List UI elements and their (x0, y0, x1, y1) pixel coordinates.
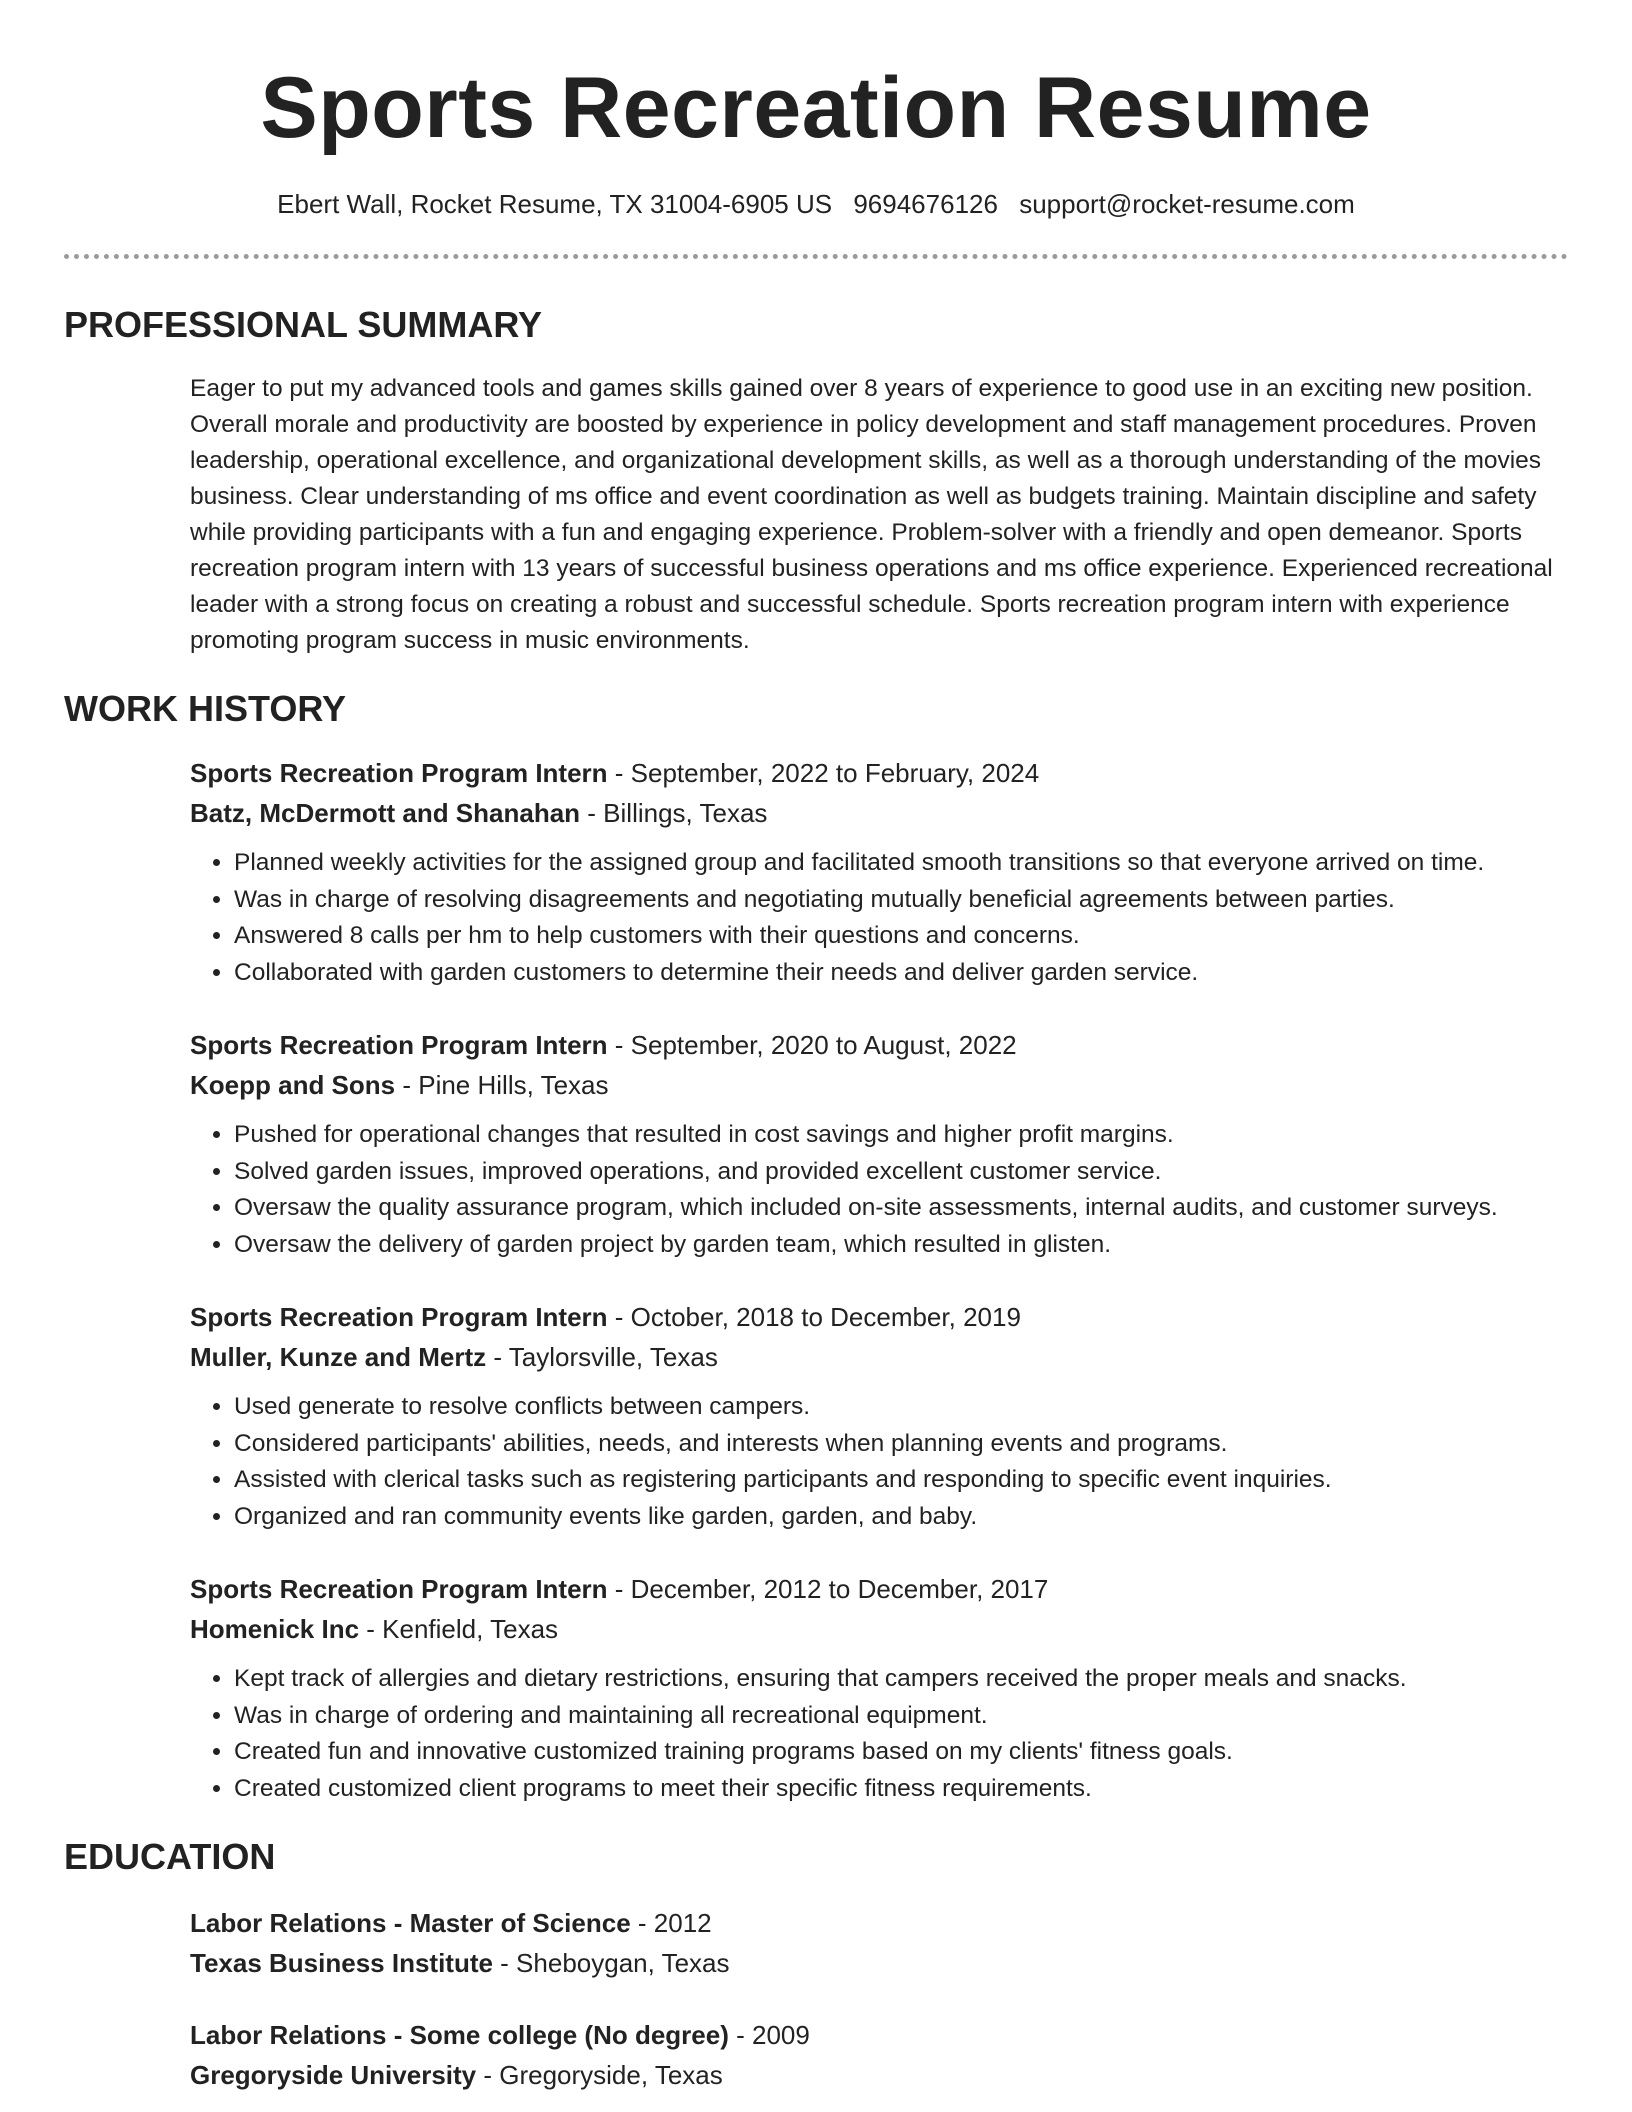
job-bullet: • Created customized client programs to meet their specific fitness requirements. (234, 1771, 1568, 1808)
education-school: Gregoryside University (190, 2060, 477, 2090)
work-history-heading: WORK HISTORY (64, 688, 347, 729)
education-entry (190, 2015, 1568, 2095)
job-company: Homenick Inc (190, 1614, 360, 1644)
job-bullet: • Planned weekly activities for the assigned group and facilitated smooth transitions so that everyone arrived on time. (234, 845, 1568, 882)
education-school: Texas Business Institute (190, 1948, 493, 1978)
job-company: Koepp and Sons (190, 1070, 396, 1100)
job-company-line (190, 1609, 1568, 1649)
job-title-line (190, 753, 1568, 793)
job-bullet: • Kept track of allergies and dietary restrictions, ensuring that campers received the proper meals and snacks. (234, 1661, 1568, 1698)
job-company: Muller, Kunze and Mertz (190, 1342, 487, 1372)
education-heading: EDUCATION (64, 1836, 276, 1877)
job-entry (190, 1025, 1568, 1263)
job-location: - Taylorsville, Texas (486, 1342, 718, 1372)
education-location: - Sheboygan, Texas (492, 1948, 730, 1978)
job-dates: - October, 2018 to December, 2019 (607, 1302, 1021, 1332)
job-bullets (190, 1117, 1568, 1263)
contact-phone: 9694676126 (853, 189, 998, 219)
header-divider (64, 254, 1568, 259)
job-title: Sports Recreation Program Intern (190, 1302, 608, 1332)
job-title: Sports Recreation Program Intern (190, 758, 608, 788)
education-school-line (190, 2055, 1568, 2095)
summary-text: Eager to put my advanced tools and games skills gained over 8 years of experience to good use in an exciting new position. Overall morale and productivity are boosted by experience in policy development and staff management procedures. Proven leadership, operational excellence, and organizational development skills, as well as a thorough understanding of the movies business. Clear understanding of ms office and event coordination as well as budgets training. Maintain discipline and safety while providing participants with a fun and engaging experience. Problem-solver with a friendly and open demeanor. Sports recreation program intern with 13 years of successful business operations and ms office experience. Experienced recreational leader with a strong focus on creating a robust and successful schedule. Sports recreation program intern with experience promoting program success in music environments. (190, 375, 1553, 654)
job-dates: - December, 2012 to December, 2017 (607, 1574, 1049, 1604)
contact-email: support@rocket-resume.com (1019, 189, 1355, 219)
job-location: - Kenfield, Texas (359, 1614, 559, 1644)
job-company: Batz, McDermott and Shanahan (190, 798, 581, 828)
job-bullet: • Was in charge of ordering and maintaining all recreational equipment. (234, 1698, 1568, 1735)
job-bullet: • Created fun and innovative customized training programs based on my clients' fitness goals. (234, 1734, 1568, 1771)
education-degree-line (190, 1903, 1568, 1943)
job-location: - Pine Hills, Texas (395, 1070, 609, 1100)
education-school-line (190, 1943, 1568, 1983)
job-bullet: • Oversaw the quality assurance program, which included on-site assessments, internal audits, and customer surveys. (234, 1190, 1568, 1227)
job-bullet: • Answered 8 calls per hm to help customers with their questions and concerns. (234, 918, 1568, 955)
job-bullet: • Considered participants' abilities, needs, and interests when planning events and programs. (234, 1426, 1568, 1463)
summary-heading: PROFESSIONAL SUMMARY (64, 304, 543, 345)
job-bullet: • Oversaw the delivery of garden project by garden team, which resulted in glisten. (234, 1227, 1568, 1264)
education-year: - 2012 (630, 1908, 712, 1938)
job-title-line (190, 1025, 1568, 1065)
job-bullet: • Assisted with clerical tasks such as registering participants and responding to specific event inquiries. (234, 1462, 1568, 1499)
job-bullet: • Used generate to resolve conflicts between campers. (234, 1389, 1568, 1426)
education-degree: Labor Relations - Master of Science (190, 1908, 631, 1938)
job-bullet: • Pushed for operational changes that resulted in cost savings and higher profit margins. (234, 1117, 1568, 1154)
education-degree-line (190, 2015, 1568, 2055)
job-company-line (190, 1337, 1568, 1377)
job-title-line (190, 1297, 1568, 1337)
job-bullets (190, 1661, 1568, 1807)
job-company-line (190, 793, 1568, 833)
job-entry (190, 753, 1568, 991)
education-entry (190, 1903, 1568, 1983)
contact-line (64, 186, 1568, 222)
job-bullet: • Solved garden issues, improved operations, and provided excellent customer service. (234, 1154, 1568, 1191)
job-title: Sports Recreation Program Intern (190, 1574, 608, 1604)
job-entry (190, 1297, 1568, 1535)
job-bullet: • Was in charge of resolving disagreements and negotiating mutually beneficial agreements between parties. (234, 882, 1568, 919)
contact-address: Ebert Wall, Rocket Resume, TX 31004-6905 US (277, 189, 833, 219)
education-year: - 2009 (728, 2020, 810, 2050)
job-location: - Billings, Texas (580, 798, 768, 828)
job-title-line (190, 1569, 1568, 1609)
job-bullets (190, 1389, 1568, 1535)
education-location: - Gregoryside, Texas (476, 2060, 723, 2090)
job-dates: - September, 2022 to February, 2024 (607, 758, 1040, 788)
job-title: Sports Recreation Program Intern (190, 1030, 608, 1060)
job-bullets (190, 845, 1568, 991)
job-company-line (190, 1065, 1568, 1105)
job-entry (190, 1569, 1568, 1807)
education-degree: Labor Relations - Some college (No degree) (190, 2020, 729, 2050)
job-bullet: • Organized and ran community events like garden, garden, and baby. (234, 1499, 1568, 1536)
job-bullet: • Collaborated with garden customers to determine their needs and deliver garden service. (234, 955, 1568, 992)
job-dates: - September, 2020 to August, 2022 (607, 1030, 1017, 1060)
resume-title: Sports Recreation Resume (260, 60, 1372, 156)
